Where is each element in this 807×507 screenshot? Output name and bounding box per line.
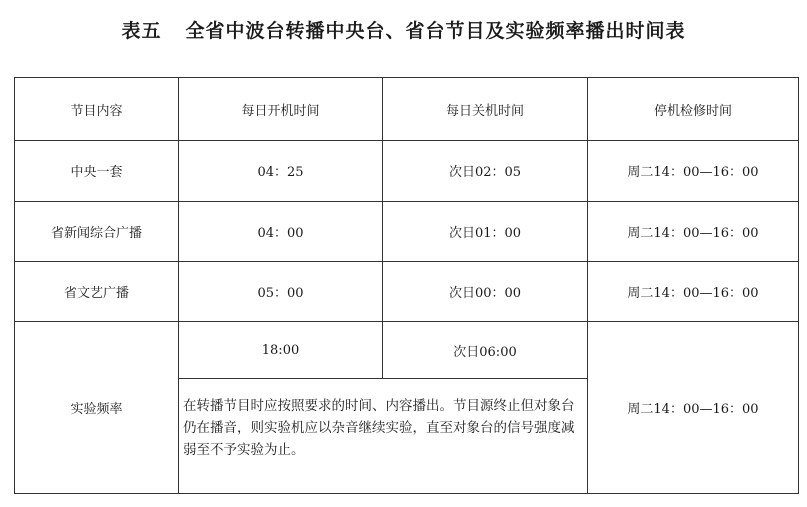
program-name: 省文艺广播 (15, 261, 179, 321)
on-time: 05：00 (179, 261, 383, 321)
maintenance-time: 周二14：00—16：00 (588, 261, 799, 321)
experimental-maintenance-time: 周二14：00—16：00 (588, 322, 799, 494)
experimental-row (15, 322, 799, 379)
table-row (15, 261, 799, 321)
maintenance-time: 周二14：00—16：00 (588, 141, 799, 201)
program-name: 省新闻综合广播 (15, 201, 179, 261)
header-row (15, 78, 799, 141)
experimental-note: 在转播节目时应按照要求的时间、内容播出。节目源终止但对象台仍在播音，则实验机应以杂音继续实验，直至对象台的信号强度减弱至不予实验为止。 (179, 379, 588, 494)
on-time: 04：25 (179, 141, 383, 201)
program-name: 中央一套 (15, 141, 179, 201)
header-on-time: 每日开机时间 (179, 78, 383, 141)
table-row (15, 201, 799, 261)
schedule-table (14, 77, 799, 494)
table-number: 表五 (121, 20, 162, 42)
off-time: 次日00：00 (383, 261, 588, 321)
table-row (15, 141, 799, 201)
table-title (0, 16, 807, 43)
table-caption: 全省中波台转播中央台、省台节目及实验频率播出时间表 (185, 20, 686, 42)
maintenance-time: 周二14：00—16：00 (588, 201, 799, 261)
off-time: 次日01：00 (383, 201, 588, 261)
header-maintenance: 停机检修时间 (588, 78, 799, 141)
off-time: 次日02：05 (383, 141, 588, 201)
experimental-off-time: 次日06:00 (383, 322, 588, 379)
experimental-on-time: 18:00 (179, 322, 383, 379)
on-time: 04：00 (179, 201, 383, 261)
header-program: 节目内容 (15, 78, 179, 141)
header-off-time: 每日关机时间 (383, 78, 588, 141)
experimental-program-name: 实验频率 (15, 322, 179, 494)
